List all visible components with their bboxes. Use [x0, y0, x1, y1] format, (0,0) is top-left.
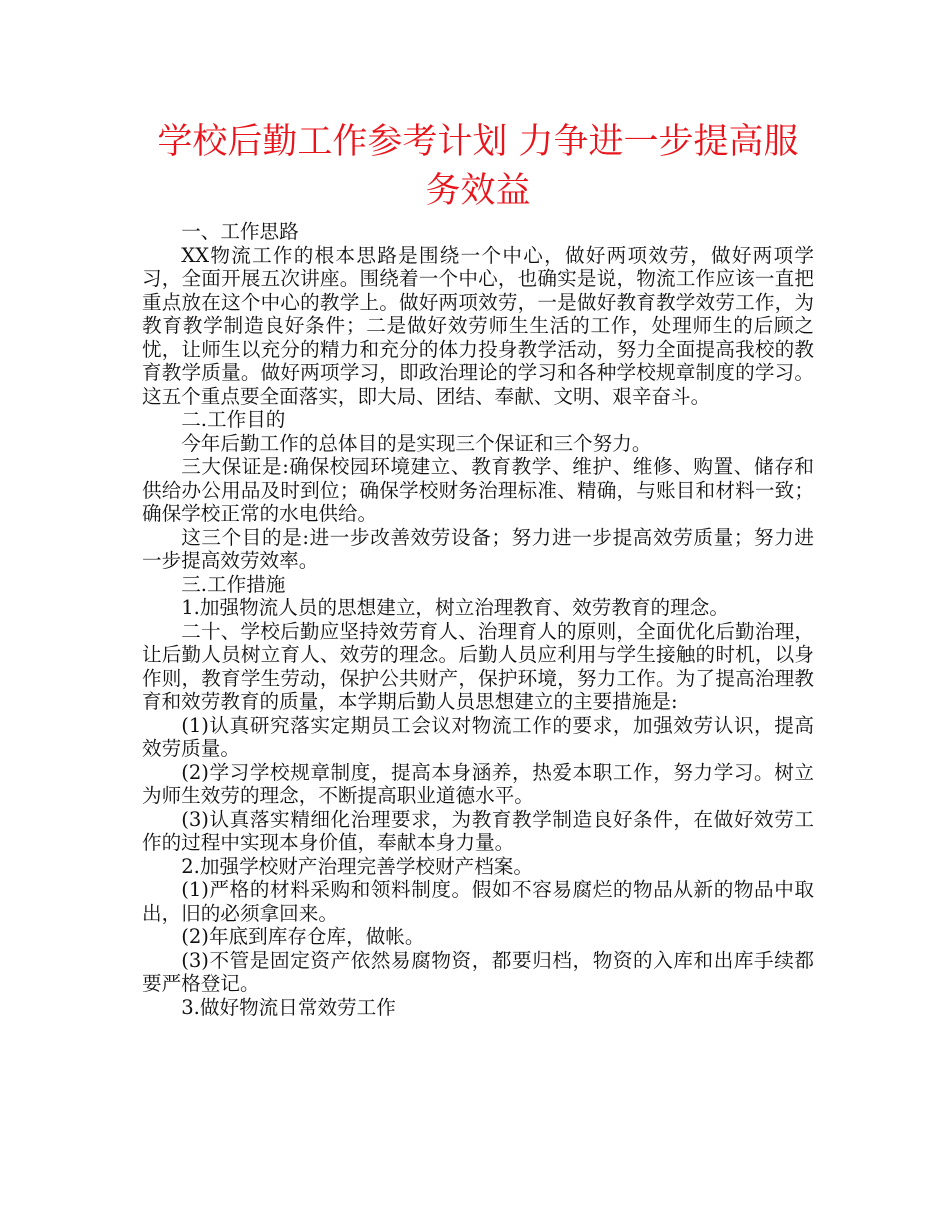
body-paragraph: 今年后勤工作的总体目的是实现三个保证和三个努力。 [181, 431, 652, 455]
list-item: (1)认真研究落实定期员工会议对物流工作的要求，加强效劳认识，提高效劳质量。 [142, 713, 814, 760]
section-heading: 三.工作措施 [181, 572, 286, 596]
list-item: (2)学习学校规章制度，提高本身涵养，热爱本职工作，努力学习。树立为师生效劳的理念，不断提高职业道德水平。 [142, 760, 814, 807]
body-paragraph: 1.加强物流人员的思想建立，树立治理教育、效劳教育的理念。 [181, 596, 729, 619]
list-item: (1)严格的材料采购和领料制度。假如不容易腐烂的物品从新的物品中取出，旧的必须拿回来。 [142, 878, 814, 925]
list-item: (3)不管是固定资产依然易腐物资，都要归档，物资的入库和出库手续都要严格登记。 [142, 948, 814, 995]
body-paragraph: XX物流工作的根本思路是围绕一个中心，做好两项效劳，做好两项学习，全面开展五次讲座。围绕着一个中心，也确实是说，物流工作应该一直把重点放在这个中心的教学上。做好两项效劳，一是做好教育教学效劳工作，为教育教学制造良好条件；二是做好效劳师生生活的工作，处理师生的后顾之忧，让师生以充分的精力和充分的体力投身教学活动，努力全面提高我校的教育教学质量。做好两项学习，即政治理论的学习和各种学校规章制度的学习。这五个重点要全面落实，即大局、团结、奉献、文明、艰辛奋斗。 [142, 243, 814, 408]
section-heading: 一、工作思路 [181, 220, 299, 243]
body-paragraph: 2.加强学校财产治理完善学校财产档案。 [181, 854, 533, 878]
document-body [142, 220, 814, 1019]
section-heading: 二.工作目的 [181, 408, 286, 431]
body-paragraph: 这三个目的是:进一步改善效劳设备；努力进一步提高效劳质量；努力进一步提高效劳效率。 [142, 525, 814, 572]
body-paragraph: 三大保证是:确保校园环境建立、教育教学、维护、维修、购置、储存和供给办公用品及时到位；确保学校财务治理标准、精确，与账目和材料一致；确保学校正常的水电供给。 [142, 455, 814, 525]
body-paragraph: 二十、学校后勤应坚持效劳育人、治理育人的原则，全面优化后勤治理，让后勤人员树立育人、效劳的理念。后勤人员应利用与学生接触的时机，以身作则，教育学生劳动，保护公共财产，保护环境，努力工作。为了提高治理教育和效劳教育的质量，本学期后勤人员思想建立的主要措施是: [142, 619, 814, 713]
document-page [142, 118, 814, 1019]
document-title: 学校后勤工作参考计划 力争进一步提高服务效益 [157, 122, 799, 211]
list-item: (3)认真落实精细化治理要求，为教育教学制造良好条件，在做好效劳工作的过程中实现本身价值，奉献本身力量。 [142, 807, 814, 854]
list-item: (2)年底到库存仓库，做帐。 [181, 925, 425, 948]
body-paragraph: 3.做好物流日常效劳工作 [181, 995, 396, 1019]
